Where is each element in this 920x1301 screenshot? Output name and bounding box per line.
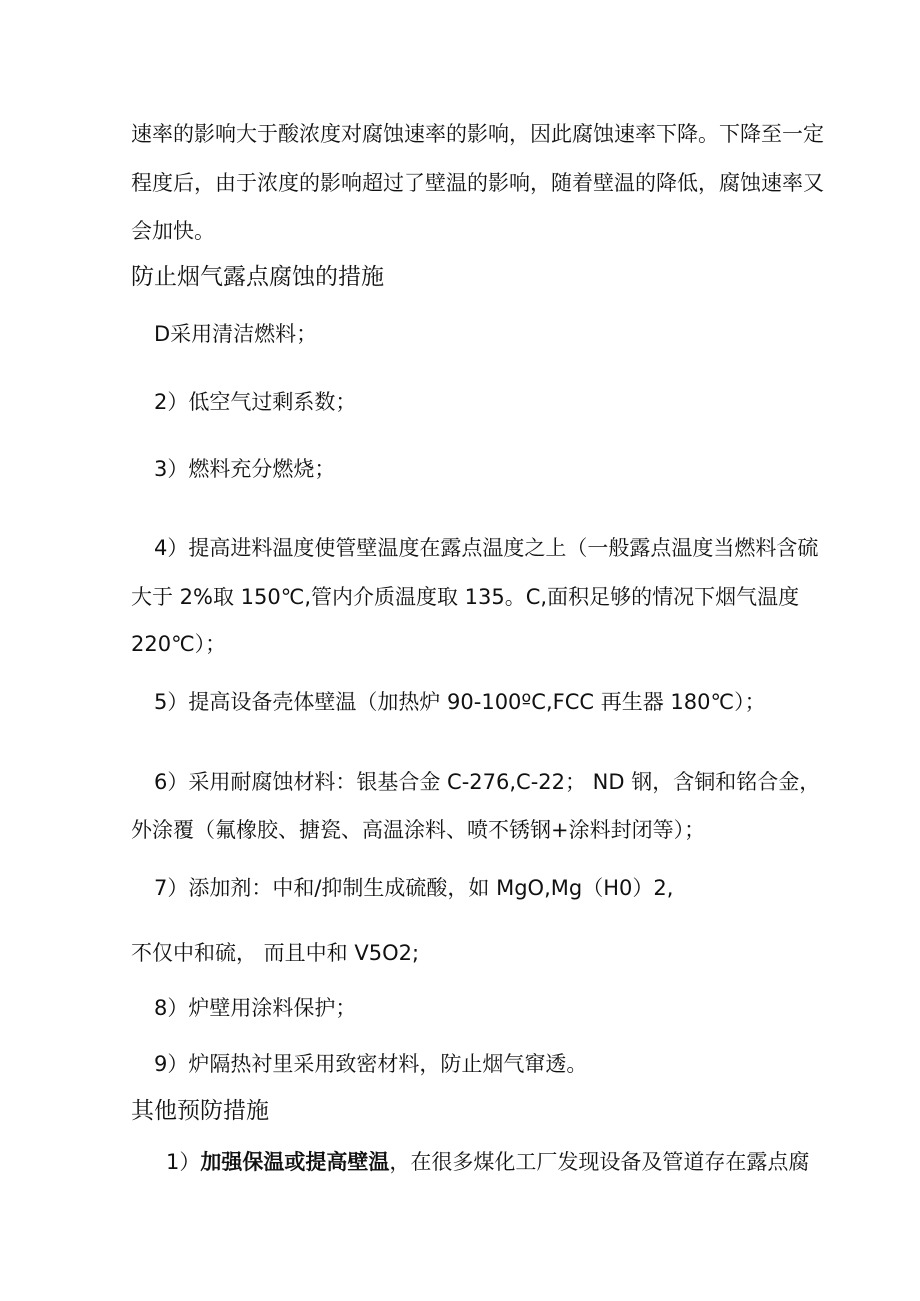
- measure-item-9: 9）炉隔热衬里采用致密材料，防止烟气窜透。: [154, 1052, 588, 1076]
- measure-item-6-line2: 外涂覆（氟橡胶、搪瓷、高温涂料、喷不锈钢+涂料封闭等）；: [131, 818, 706, 842]
- measure-item-5: 5）提高设备壳体壁温（加热炉 90-100ºC,FCC 再生器 180℃）；: [154, 690, 766, 714]
- other-measure-item-1: [166, 1150, 809, 1175]
- other-item-text: ，在很多煤化工厂发现设备及管道存在露点腐: [389, 1150, 810, 1174]
- measure-item-4-line2: 大于 2%取 150℃,管内介质温度取 135。C,面积足够的情况下烟气温度: [131, 585, 800, 609]
- section-heading-other: 其他预防措施: [131, 1098, 269, 1124]
- measure-item-2: 2）低空气过剩系数；: [154, 390, 357, 414]
- other-item-number: 1）: [166, 1150, 201, 1174]
- measure-item-4-line1: 4）提高进料温度使管壁温度在露点温度之上（一般露点温度当燃料含硫: [154, 536, 819, 560]
- measure-item-6-line1: 6）采用耐腐蚀材料：银基合金 C-276,C-22； ND 钢，含铜和铭合金，: [154, 770, 821, 794]
- measure-item-1: D采用清洁燃料；: [154, 322, 318, 346]
- measure-item-4-line3: 220℃）；: [131, 632, 227, 656]
- measure-item-3: 3）燃料充分燃烧；: [154, 457, 336, 481]
- section-heading-measures: 防止烟气露点腐蚀的措施: [131, 264, 384, 290]
- measure-item-8: 8）炉壁用涂料保护；: [154, 996, 357, 1020]
- measure-item-7-continuation: 不仅中和硫， 而且中和 V5O2;: [131, 941, 420, 965]
- para1-line3: 会加快。: [131, 219, 215, 243]
- para1-line2: 程度后，由于浓度的影响超过了壁温的影响，随着壁温的降低，腐蚀速率又: [131, 171, 824, 195]
- measure-item-7: 7）添加剂：中和/抑制生成硫酸，如 MgO,Mg（H0）2,: [154, 876, 674, 900]
- para1-line1: 速率的影响大于酸浓度对腐蚀速率的影响，因此腐蚀速率下降。下降至一定: [131, 122, 824, 146]
- other-item-bold-phrase: 加强保温或提高壁温: [200, 1150, 390, 1174]
